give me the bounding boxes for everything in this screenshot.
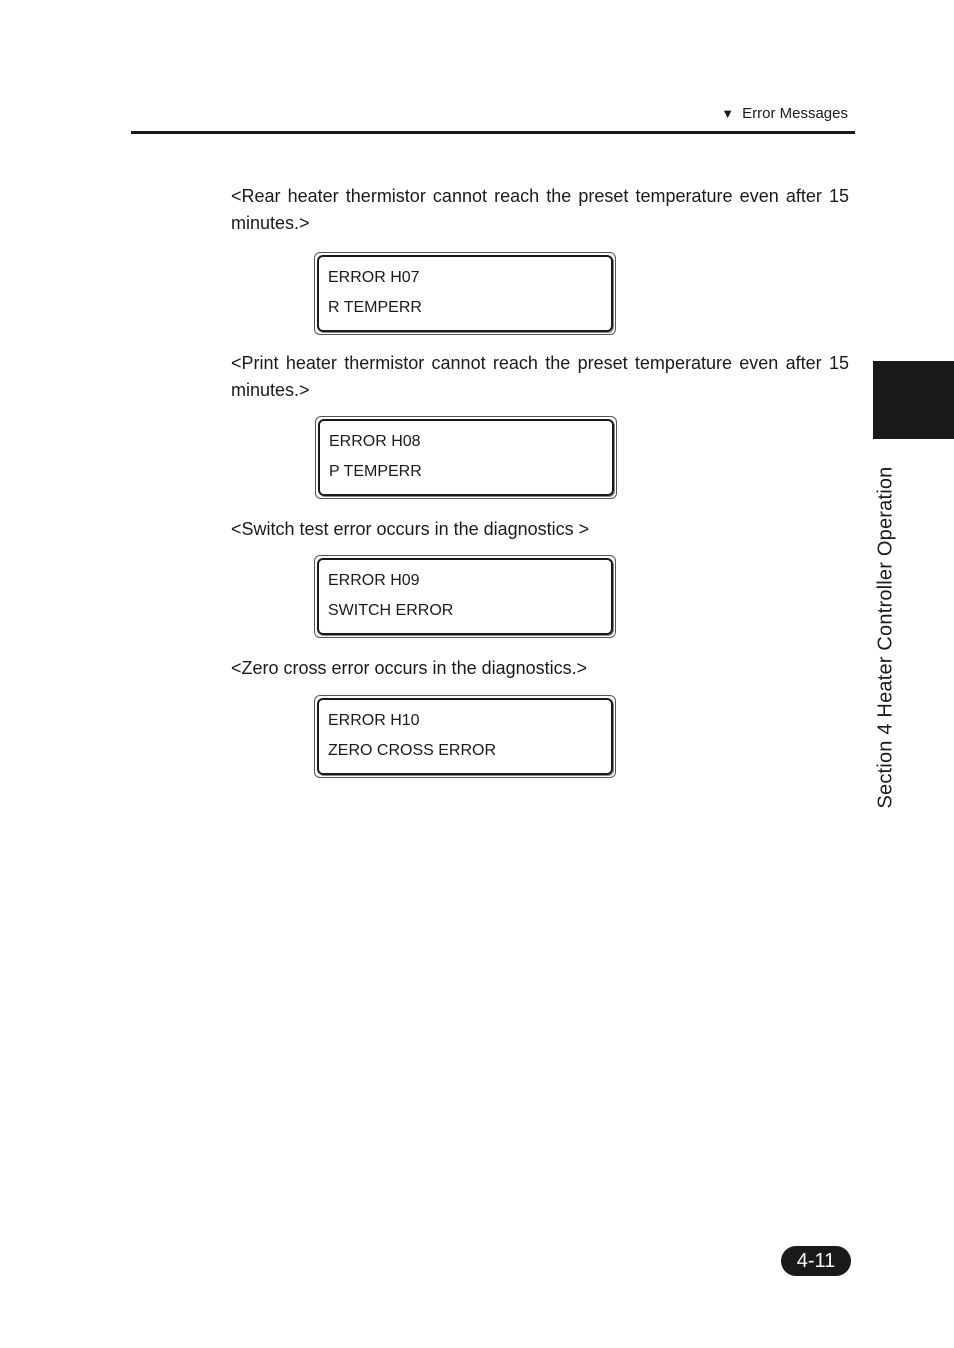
down-triangle-icon: ▼ — [721, 106, 735, 121]
error-description-h08: <Print heater thermistor cannot reach the preset temperature even after 15 minutes.> — [231, 353, 849, 400]
lcd-line-1: ERROR H09 — [328, 572, 420, 589]
lcd-line-1: ERROR H07 — [328, 269, 420, 286]
lcd-line-1: ERROR H08 — [329, 433, 421, 450]
section-thumb-tab — [873, 361, 954, 439]
page-number: 4-11 — [781, 1246, 851, 1276]
section-side-label — [873, 448, 899, 826]
lcd-line-2: SWITCH ERROR — [328, 602, 454, 619]
error-description-h07: <Rear heater thermistor cannot reach the preset temperature even after 15 minutes.> — [231, 186, 849, 233]
error-description-h10: <Zero cross error occurs in the diagnostics.> — [231, 658, 588, 678]
lcd-screen — [317, 558, 613, 635]
lcd-screen — [317, 698, 613, 775]
section-side-label-text: Section 4 Heater Controller Operation — [874, 465, 897, 809]
lcd-line-2: R TEMPERR — [328, 299, 422, 316]
lcd-display-h08 — [315, 416, 617, 499]
lcd-screen — [317, 255, 613, 332]
lcd-line-2: P TEMPERR — [329, 463, 422, 480]
running-header — [721, 105, 848, 122]
lcd-display-h07 — [314, 252, 616, 335]
lcd-screen — [318, 419, 614, 496]
lcd-display-h09 — [314, 555, 616, 638]
lcd-display-h10 — [314, 695, 616, 778]
error-description-h09: <Switch test error occurs in the diagnostics > — [231, 519, 590, 539]
lcd-line-1: ERROR H10 — [328, 712, 420, 729]
header-rule — [131, 131, 855, 134]
running-header-title: Error Messages — [742, 105, 848, 122]
lcd-line-2: ZERO CROSS ERROR — [328, 742, 497, 759]
